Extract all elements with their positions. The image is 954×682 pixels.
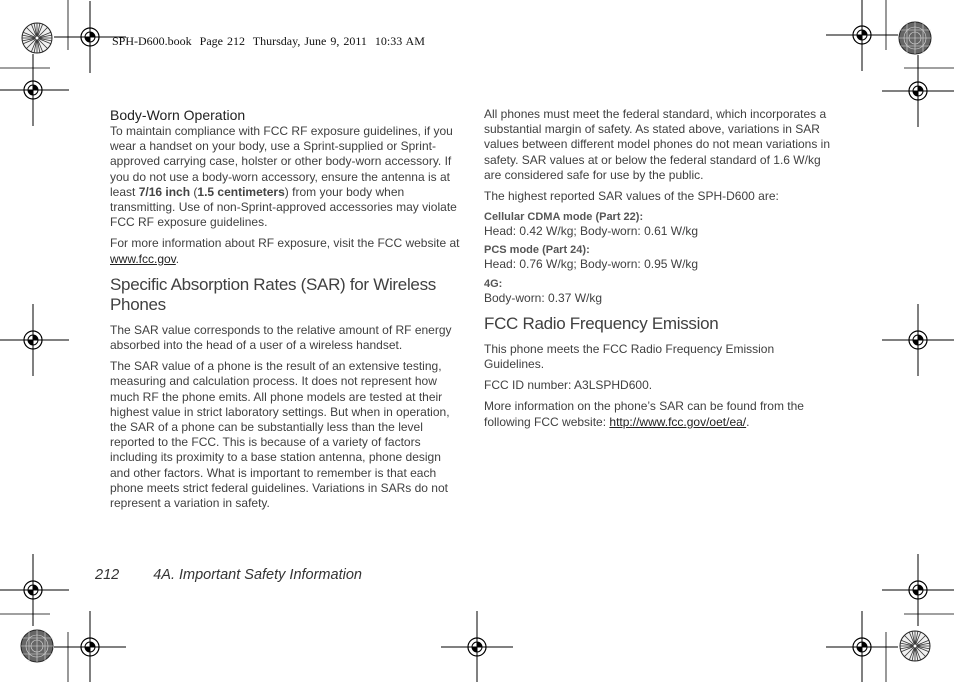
section-title: 4A. Important Safety Information [153,567,362,583]
fcc-id-paragraph: FCC ID number: A3LSPHD600. [484,378,653,393]
page-footer [95,567,362,583]
sar-paragraph-2: The SAR value of a phone is the result of an extensive testing, measuring and calculation process. It does not represent how much RF the phone emits. All phone models are tested at their highest value in strict laboratory settings. But when in operation, the SAR of a phone can be substantially less than the level reported to the FCC. This is because of a variety of factors including its proximity to a base station antenna, phone design and other factors. What is important to remember is that each phone meets strict federal guidelines. Variations in SARs do not represent a variation in safety. [110,359,450,511]
fcc-website-link[interactable]: www.fcc.gov [110,251,176,266]
right-column [484,107,834,436]
rf-info-paragraph: For more information about RF exposure, visit the FCC website at www.fcc.gov. [110,236,460,266]
distance-inch: 7/16 inch [138,184,191,199]
left-column [110,107,462,517]
fcc-sar-info-paragraph: More information on the phone’s SAR can be found from the following FCC website: http://www.fcc.gov/oet/ea/. [484,399,804,429]
mode-value-cdma: Head: 0.42 W/kg; Body-worn: 0.61 W/kg [484,224,699,239]
mode-value-4g: Body-worn: 0.37 W/kg [484,290,603,305]
distance-cm: 1.5 centimeters [197,184,285,199]
mode-label-4g: 4G: [484,277,503,290]
mode-value-pcs: Head: 0.76 W/kg; Body-worn: 0.95 W/kg [484,257,699,272]
federal-standard-paragraph: All phones must meet the federal standard, which incorporates a substantial margin of safety. As stated above, variations in SAR values between different model phones do not mean variations in safety. SAR values at or below the federal standard of 1.6 W/kg are considered safe for use by the public. [484,107,831,182]
mode-label-pcs: PCS mode (Part 24): [484,244,590,257]
body-worn-paragraph: To maintain compliance with FCC RF exposure guidelines, if you wear a handset on your body, use a Sprint-supplied or Sprint-approved carrying case, holster or other body-worn accessory. If you do not use a body-worn accessory, ensure the antenna is at least 7/16 inch (1.5 centimeters) from your body when transmitting. Use of non-Sprint-approved accessories may violate FCC RF exposure guidelines. [110,124,457,230]
body-worn-heading: Body-Worn Operation [110,107,246,123]
fcc-heading: FCC Radio Frequency Emission [484,313,719,333]
page-number: 212 [95,567,120,583]
highest-sar-intro: The highest reported SAR values of the SPH-D600 are: [484,189,779,204]
fcc-oet-link[interactable]: http://www.fcc.gov/oet/ea/ [609,414,747,429]
sar-paragraph-1: The SAR value corresponds to the relative amount of RF energy absorbed into the head of a user of a wireless handset. [110,322,452,353]
sar-heading: Specific Absorption Rates (SAR) for Wireless Phones [110,274,436,314]
print-header: SPH-D600.book Page 212 Thursday, June 9, 2011 10:33 AM [112,34,425,48]
fcc-paragraph-1: This phone meets the FCC Radio Frequency Emission Guidelines. [484,341,775,372]
mode-label-cdma: Cellular CDMA mode (Part 22): [484,211,644,224]
